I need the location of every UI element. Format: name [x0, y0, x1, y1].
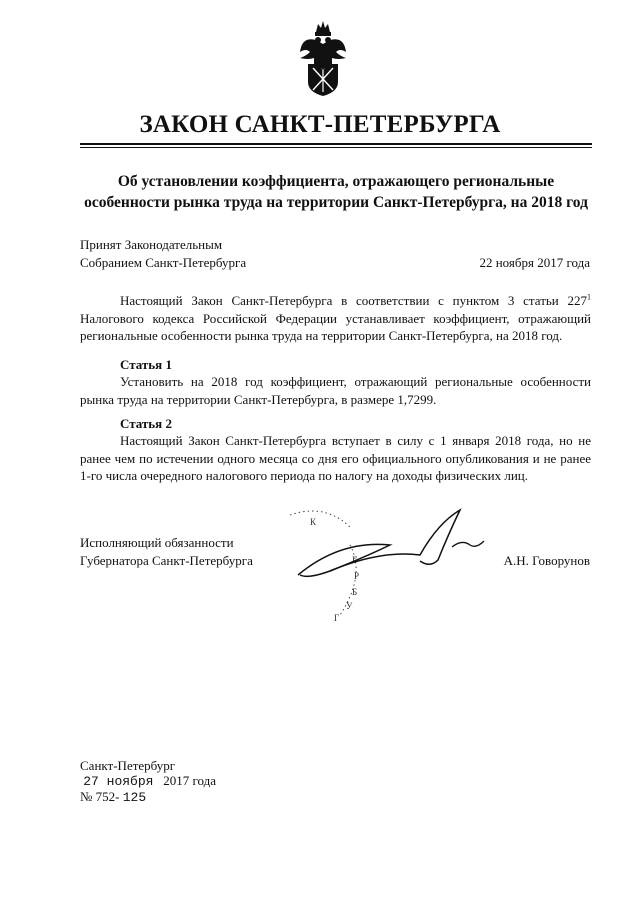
- svg-text:У: У: [346, 601, 353, 611]
- number-prefix: № 752-: [80, 789, 120, 804]
- svg-text:Г: Г: [334, 613, 340, 623]
- intro-text-before: Настоящий Закон Санкт-Петербурга в соответствии с пунктом 3 статьи 227: [120, 293, 587, 308]
- article-1-text: Установить на 2018 год коэффициент, отражающий региональные особенности рынка труда на территории Санкт-Петербурга, в размере 1,7299.: [80, 374, 591, 407]
- law-title: ЗАКОН САНКТ-ПЕТЕРБУРГА: [139, 111, 501, 138]
- handwritten-signature-with-seal: [270, 505, 490, 630]
- subtitle-line-2: особенности рынка труда на территории Санкт-Петербурга, на 2018 год: [84, 194, 588, 211]
- article-2-text: Настоящий Закон Санкт-Петербурга вступает в силу с 1 января 2018 года, но не ранее чем по истечении одного месяца со дня его официального опубликования и не ранее 1-го числа очередного налогового периода по налогу на доходы физических лиц.: [80, 433, 591, 483]
- adoption-line-2: Собранием Санкт-Петербурга: [80, 255, 247, 270]
- signing-place: Санкт-Петербург: [80, 758, 176, 773]
- signatory-name: А.Н. Говорунов: [503, 553, 590, 568]
- article-1-heading: Статья 1: [120, 357, 172, 372]
- intro-text-after: Налогового кодекса Российской Федерации устанавливает коэффициент, отражающий региональные особенности рынка труда на территории Санкт-Петербурга, на 2018 год.: [80, 310, 591, 343]
- intro-superscript: 1: [587, 292, 591, 302]
- svg-text:Б: Б: [352, 587, 358, 597]
- number-stamp: 125: [122, 790, 147, 805]
- title-rule-thick: [80, 143, 592, 145]
- signatory-title-line-1: Исполняющий обязанности: [80, 535, 234, 550]
- article-2-heading: Статья 2: [120, 416, 172, 431]
- law-number: [80, 789, 146, 806]
- coat-of-arms-icon: [296, 18, 350, 98]
- date-year: 2017 года: [163, 773, 216, 788]
- svg-text:Р: Р: [354, 571, 360, 581]
- signatory-title: [80, 534, 253, 570]
- adoption-line-1: Принят Законодательным: [80, 237, 223, 252]
- signatory-title-line-2: Губернатора Санкт-Петербурга: [80, 553, 253, 568]
- subtitle-line-1: Об установлении коэффициента, отражающего региональные: [117, 173, 555, 190]
- svg-text:К: К: [310, 517, 317, 527]
- date-stamp: 27 ноября: [83, 774, 154, 789]
- law-subtitle: [80, 171, 592, 213]
- adoption-body: [80, 236, 246, 272]
- signing-date: [80, 773, 216, 790]
- adoption-date: 22 ноября 2017 года: [479, 255, 590, 270]
- intro-paragraph: [80, 292, 591, 345]
- svg-text:Г: Г: [352, 555, 358, 565]
- article-1-paragraph: [80, 373, 591, 408]
- title-rule-thin: [80, 147, 592, 148]
- article-2-paragraph: [80, 432, 591, 485]
